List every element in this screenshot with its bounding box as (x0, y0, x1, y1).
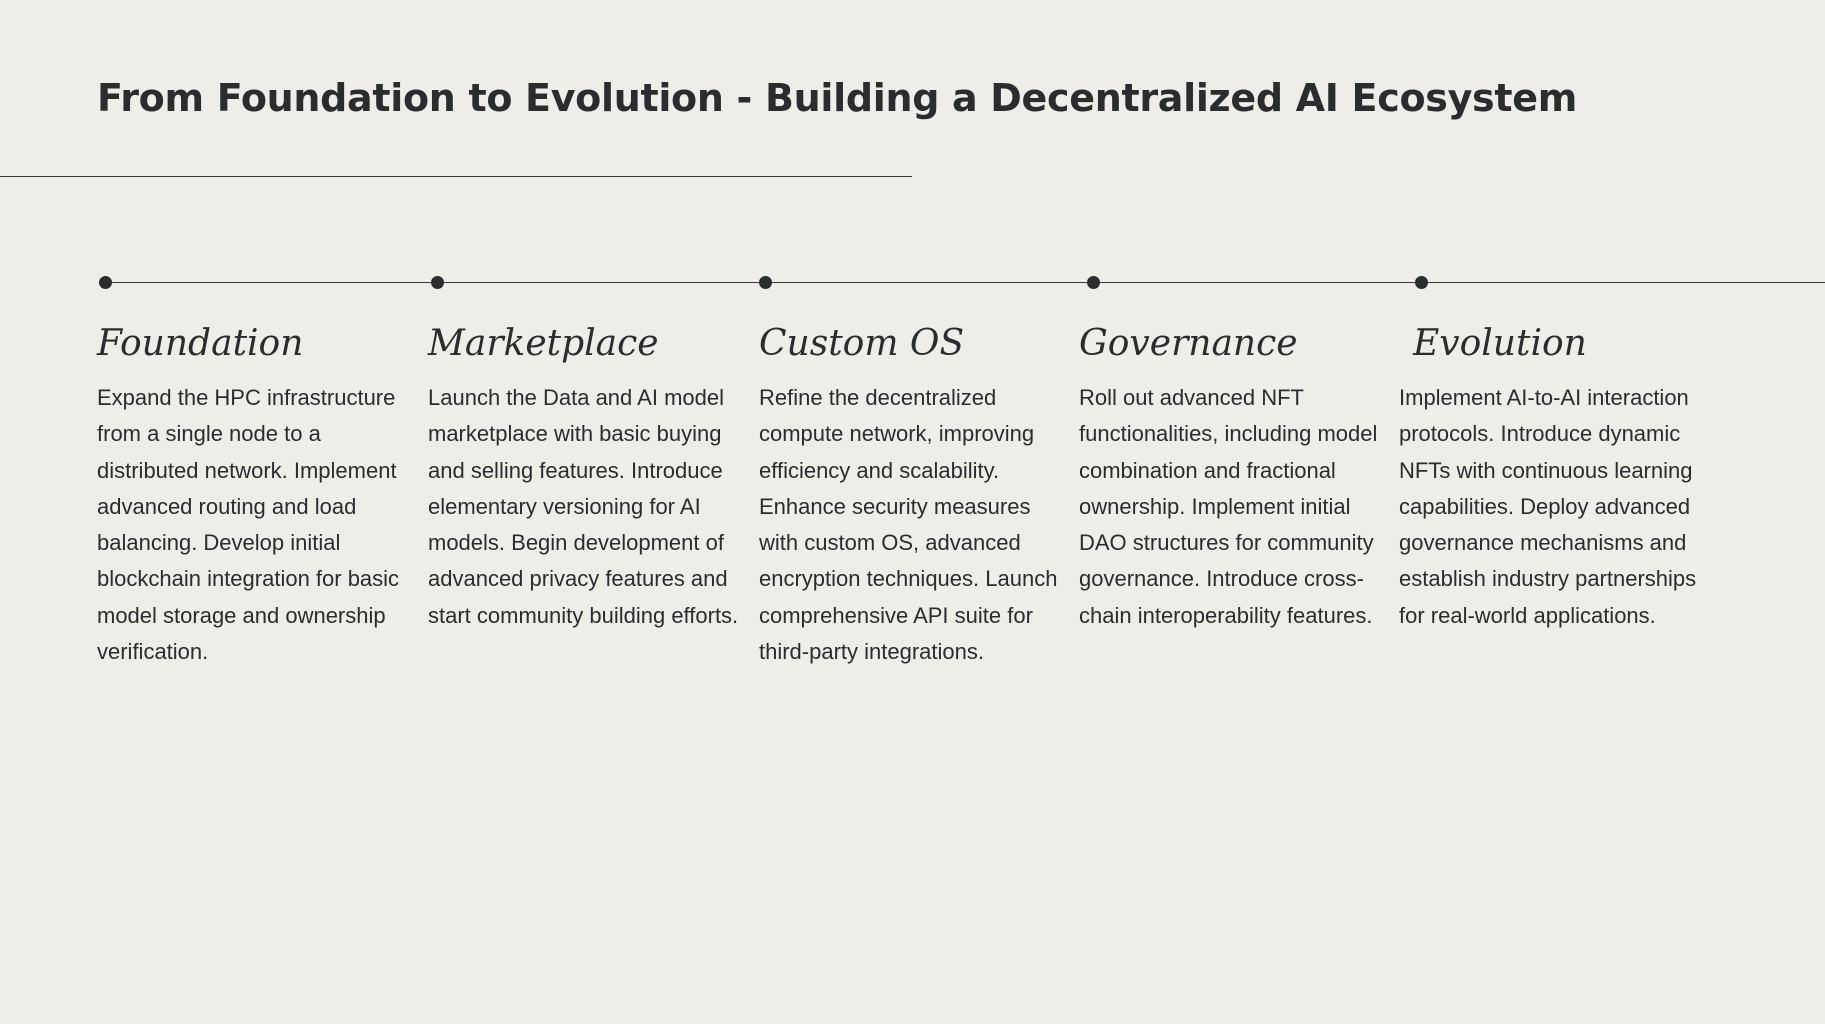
stage-title: Custom OS (759, 323, 965, 364)
stage-title: Evolution (1413, 323, 1587, 364)
stage-evolution (1399, 318, 1699, 634)
stage-description: Implement AI-to-AI interaction protocols. Introduce dynamic NFTs with continuous learning capabilities. Deploy advanced governance mechanisms and establish industry partnerships for real-world applications. (1399, 385, 1697, 628)
stage-description: Roll out advanced NFT functionalities, including model combination and fractional ownership. Implement initial DAO structures for community governance. Introduce cross-chain interoperability features. (1079, 385, 1378, 628)
stage-description: Launch the Data and AI model marketplace with basic buying and selling features. Introduce elementary versioning for AI models. Begin development of advanced privacy features and start community building efforts. (428, 385, 739, 628)
timeline-marker-governance (1087, 276, 1100, 289)
stage-description: Expand the HPC infrastructure from a single node to a distributed network. Implement advanced routing and load balancing. Develop initial blockchain integration for basic model storage and ownership verification. (97, 385, 400, 665)
timeline-marker-marketplace (431, 276, 444, 289)
timeline-line (105, 282, 1825, 283)
stage-description: Refine the decentralized compute network, improving efficiency and scalability. Enhance security measures with custom OS, advanced encryption techniques. Launch comprehensive API suite for third-party integrations. (759, 385, 1058, 665)
stage-marketplace (428, 318, 743, 634)
page-title: From Foundation to Evolution - Building a Decentralized AI Ecosystem (97, 76, 1577, 120)
stage-title: Marketplace (428, 323, 659, 364)
title-divider (0, 176, 912, 177)
timeline-marker-evolution (1415, 276, 1428, 289)
stage-title: Governance (1079, 323, 1298, 364)
timeline-marker-foundation (99, 276, 112, 289)
stage-title: Foundation (97, 323, 304, 364)
timeline-marker-custom-os (759, 276, 772, 289)
stage-foundation (97, 318, 412, 670)
stage-custom-os (759, 318, 1069, 670)
stage-governance (1079, 318, 1379, 634)
